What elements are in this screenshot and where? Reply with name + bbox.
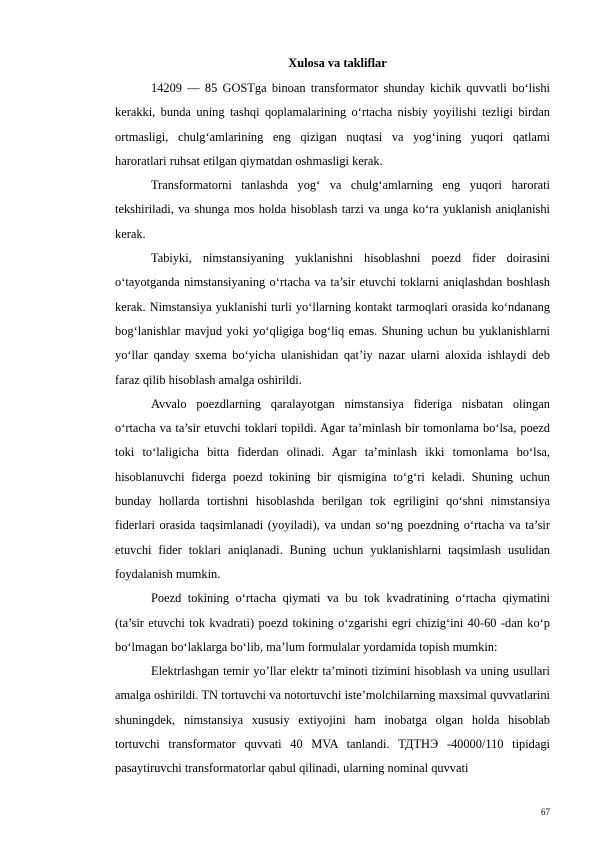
paragraph: Avvalo poezdlarning qaralayotgan nimstansiya fideriga nisbatan olingan o‘rtacha va ta’sir etuvchi toklari topildi. Agar ta’minlash bir tomonlama bo‘lsa, poezd toki to‘laligicha bitta fiderdan olinadi. Agar ta’minlash ikki tomonlama bo‘lsa, hisoblanuvchi fiderga poezd tokining bir qismigina to‘g‘ri keladi. Shuning uchun bunday hollarda tortishni hisoblashda berilgan tok egriligini qo‘shni nimstansiya fiderlari orasida taqsimlanadi (yoyiladi), va undan so‘ng poezdning o‘rtacha va ta’sir etuvchi fider toklari aniqlanadi. Buning uchun yuklanishlarni taqsimlash usulidan foydalanish mumkin. xyxy=(115,396,550,581)
paragraph: Poezd tokining o‘rtacha qiymati va bu tok kvadratining o‘rtacha qiymatini (ta’sir etuvchi tok kvadrati) poezd tokining o‘zgarishi egri chizig‘ini 40-60 -dan ko‘p bo‘lmagan bo‘laklarga bo‘lib, ma’lum formulalar yordamida topish mumkin: xyxy=(115,591,550,654)
paragraph: 14209 — 85 GOSTga binoan transformator shunday kichik quvvatli bo‘lishi kerakki, bunda uning tashqi qoplamalarining o‘rtacha nisbiy yoyilishi tezligi birdan ortmasligi, chulg‘amlarining eng qizigan nuqtasi va yog‘ining yuqori qatlami haroratlari ruhsat etilgan qiymatdan oshmasligi kerak. xyxy=(115,81,550,168)
page-title: Xulosa va takliflar xyxy=(288,56,387,70)
paragraph: Tabiyki, nimstansiyaning yuklanishni hisoblashni poezd fider doirasini o‘tayotganda nimstansiyaning o‘rtacha va ta’sir etuvchi toklarni aniqlashdan boshlash kerak. Nimstansiya yuklanishi turli yo‘llarning kontakt tarmoqlari orasida ko‘ndanang bog‘lanishlar mavjud yoki yo‘qligiga bog‘liq emas. Shuning uchun bu yuklanishlarni yo‘llar qanday sxema bo‘yicha ulanishidan qat’iy nazar ularni aloxida ishlaydi deb faraz qilib hisoblash amalga oshirildi. xyxy=(115,251,550,387)
paragraph: Transformatorni tanlashda yog‘ va chulg‘amlarning eng yuqori harorati tekshiriladi, va shunga mos holda hisoblash tarzi va unga ko‘ra yuklanish aniqlanishi kerak. xyxy=(115,178,550,241)
body-text xyxy=(115,76,550,781)
paragraph: Elektrlashgan temir yo’llar elektr ta’minoti tizimini hisoblash va uning usullari amalga oshirildi. TN tortuvchi va notortuvchi iste’molchilarning maxsimal quvvatlarini shuningdek, nimstansiya xususiy extiyojini ham inobatga olgan holda hisoblab tortuvchi transformator quvvati 40 MVA tanlandi. ТДТНЭ -40000/110 tipidagi pasaytiruvchi transformatorlar qabul qilinadi, ularning nominal quvvati xyxy=(115,664,550,776)
page-number: 67 xyxy=(541,807,550,817)
